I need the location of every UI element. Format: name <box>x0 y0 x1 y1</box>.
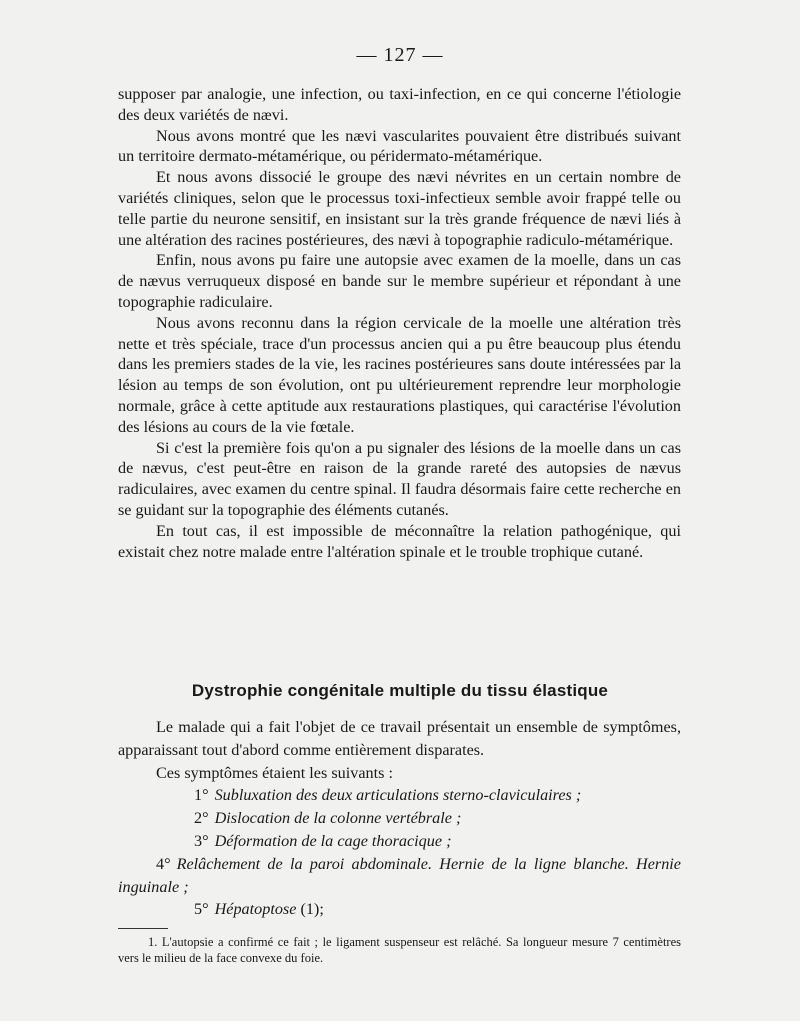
list-item <box>118 807 681 830</box>
paragraph: Le malade qui a fait l'objet de ce travail présentait un ensemble de symptômes, apparaissant tout d'abord comme entièrement disparates. <box>118 718 681 759</box>
list-text: Relâchement de la paroi abdominale. Hernie de la ligne blanche. Hernie inguinale ; <box>118 854 681 896</box>
list-number: 2° <box>194 809 209 828</box>
section-title: Dystrophie congénitale multiple du tissu élastique <box>191 681 609 700</box>
list-text: Hépatoptose <box>214 900 297 919</box>
paragraph: Nous avons montré que les nævi vascularites pouvaient être distribués suivant un territoire dermato-métamérique, ou péridermato-métamérique. <box>118 126 681 166</box>
list-text: Dislocation de la colonne vertébrale ; <box>214 809 462 828</box>
paragraph: En tout cas, il est impossible de méconnaître la relation pathogénique, qui existait chez notre malade entre l'altération spinale et le trouble trophique cutané. <box>118 521 681 561</box>
body-text <box>118 84 681 562</box>
list-item <box>118 784 681 807</box>
list-number: 3° <box>194 831 209 850</box>
list-text: Subluxation des deux articulations sterno-claviculaires ; <box>214 786 582 805</box>
footnote <box>118 934 681 966</box>
list-number: 4° <box>156 854 171 873</box>
list-item <box>118 830 681 853</box>
section-body <box>118 716 681 921</box>
list-text: Déformation de la cage thoracique ; <box>214 831 452 850</box>
footnote-reference: (1); <box>300 900 324 919</box>
paragraph: Enfin, nous avons pu faire une autopsie avec examen de la moelle, dans un cas de nævus verruqueux disposé en bande sur le membre supérieur et répondant à une topographie radiculaire. <box>118 251 681 311</box>
paragraph: Si c'est la première fois qu'on a pu signaler des lésions de la moelle dans un cas de nævus, c'est peut-être en raison de la grande rareté des autopsies de nævus radiculaires, avec examen du centre spinal. Il faudra désormais faire cette recherche en se guidant sur la topographie des éléments cutanés. <box>118 438 681 519</box>
footnote-rule <box>118 928 168 929</box>
footnote-text: 1. L'autopsie a confirmé ce fait ; le ligament suspenseur est relâché. Sa longueur mesure 7 centimètres vers le milieu de la face convexe du foie. <box>118 935 681 965</box>
list-item <box>118 898 681 921</box>
paragraph: Ces symptômes étaient les suivants : <box>156 763 393 782</box>
list-number: 5° <box>194 900 209 919</box>
list-number: 1° <box>194 786 209 805</box>
paragraph: Et nous avons dissocié le groupe des nævi névrites en un certain nombre de variétés cliniques, selon que le processus toxi-infectieux semble avoir frappé telle ou telle partie du neurone sensitif, en insistant sur la très grande fréquence de nævi liés à une altération des racines postérieures, des nævi à topographie radiculo-métamérique. <box>118 168 681 249</box>
paragraph: supposer par analogie, une infection, ou taxi-infection, en ce qui concerne l'étiologie des deux variétés de nævi. <box>118 85 681 124</box>
list-item <box>118 853 681 899</box>
paragraph: Nous avons reconnu dans la région cervicale de la moelle une altération très nette et très spéciale, trace d'un processus ancien qui a pu être beaucoup plus étendu dans les premiers stades de la vie, les racines postérieures sans doute intéressées par la lésion au temps de son évolution, ont pu ultérieurement reprendre leur morphologie normale, grâce à cette aptitude aux restaurations plastiques, qui caractérise l'évolution des lésions au cours de la vie fœtale. <box>118 313 681 436</box>
page-number: — 127 — <box>356 44 444 66</box>
